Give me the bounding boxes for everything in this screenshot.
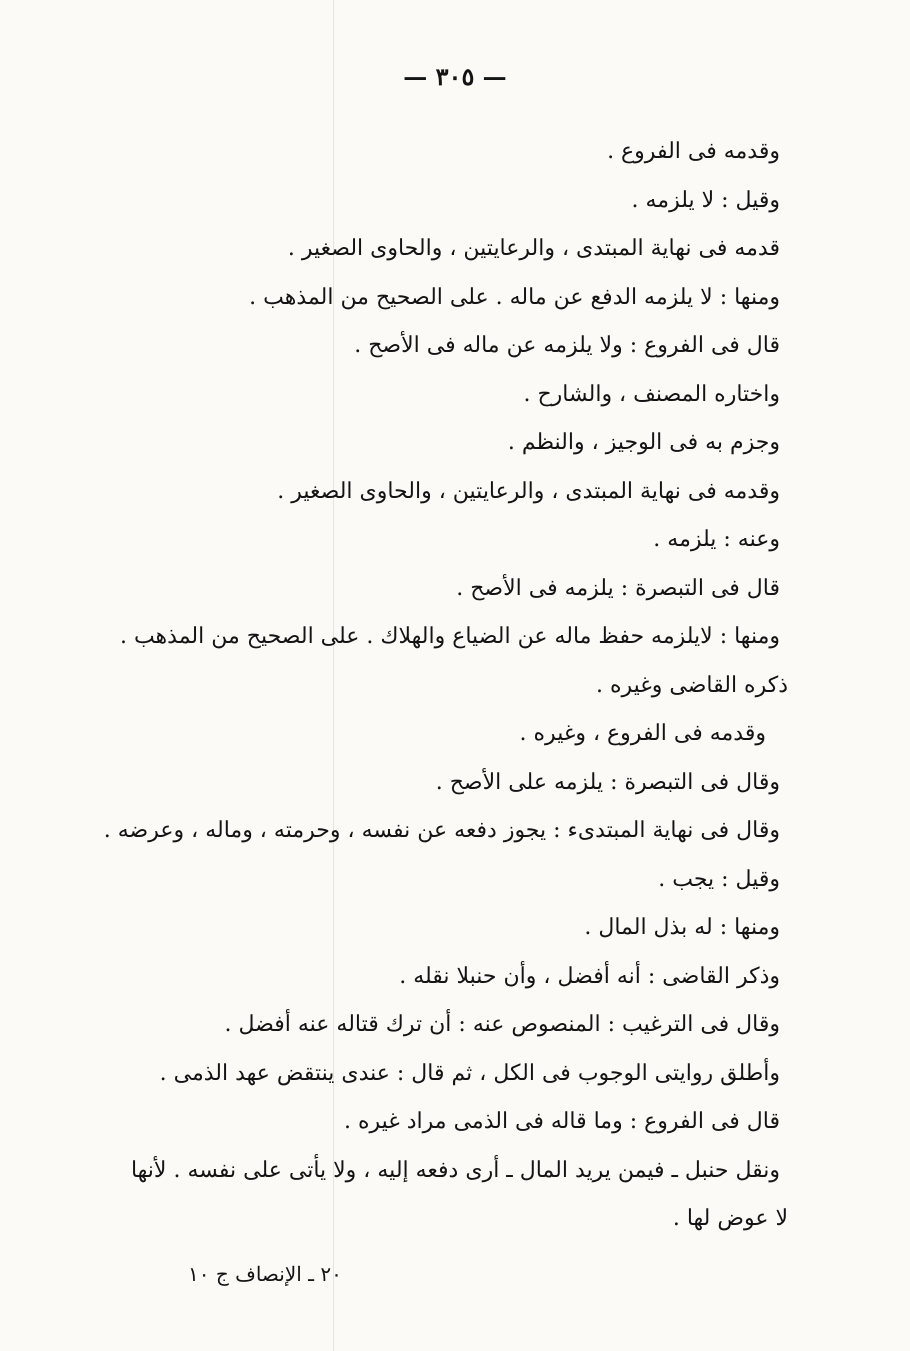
body-text (103, 128, 788, 1244)
text-line: وقدمه فى نهاية المبتدى ، والرعايتين ، والحاوى الصغير . (277, 478, 780, 504)
text-line: وقيل : يجب . (658, 866, 780, 892)
text-line: ومنها : لا يلزمه الدفع عن ماله . على الصحيح من المذهب . (249, 284, 780, 310)
text-line: لا عوض لها . (672, 1206, 788, 1231)
text-line: وأطلق روايتى الوجوب فى الكل ، ثم قال : عندى ينتقض عهد الذمى . (159, 1060, 780, 1086)
text-line: قال فى التبصرة : يلزمه فى الأصح . (456, 575, 780, 601)
text-line: ونقل حنبل ـ فيمن يريد المال ـ أرى دفعه إليه ، ولا يأتى على نفسه . لأنها (130, 1157, 780, 1183)
text-line: قال فى الفروع : وما قاله فى الذمى مراد غيره . (343, 1109, 780, 1134)
text-line: وذكر القاضى : أنه أفضل ، وأن حنبلا نقله . (399, 963, 780, 989)
text-line: واختاره المصنف ، والشارح . (523, 381, 780, 407)
text-line: وقال فى نهاية المبتدىء : يجوز دفعه عن نفسه ، وحرمته ، وماله ، وعرضه . (103, 818, 780, 843)
text-line: وقدمه فى الفروع . (607, 139, 780, 164)
text-line: وجزم به فى الوجيز ، والنظم . (507, 430, 780, 455)
text-line: قدمه فى نهاية المبتدى ، والرعايتين ، والحاوى الصغير . (287, 236, 780, 261)
text-line: وقيل : لا يلزمه . (631, 187, 780, 213)
text-line: وقال فى الترغيب : المنصوص عنه : أن ترك قتاله عنه أفضل . (224, 1012, 780, 1037)
text-line: وقال فى التبصرة : يلزمه على الأصح . (435, 769, 780, 795)
page-number: — ٣٠٥ — (403, 62, 507, 91)
text-line: وعنه : يلزمه . (653, 527, 780, 552)
text-line: ومنها : له بذل المال . (584, 915, 780, 940)
footer-signature: ٢٠ ـ الإنصاف ج ١٠ (188, 1262, 342, 1286)
text-line: ومنها : لايلزمه حفظ ماله عن الضياع والهلاك . على الصحيح من المذهب . (119, 624, 780, 649)
text-line: قال فى الفروع : ولا يلزمه عن ماله فى الأصح . (354, 333, 780, 358)
text-line: وقدمه فى الفروع ، وغيره . (519, 721, 766, 746)
text-line: ذكره القاضى وغيره . (595, 672, 788, 698)
